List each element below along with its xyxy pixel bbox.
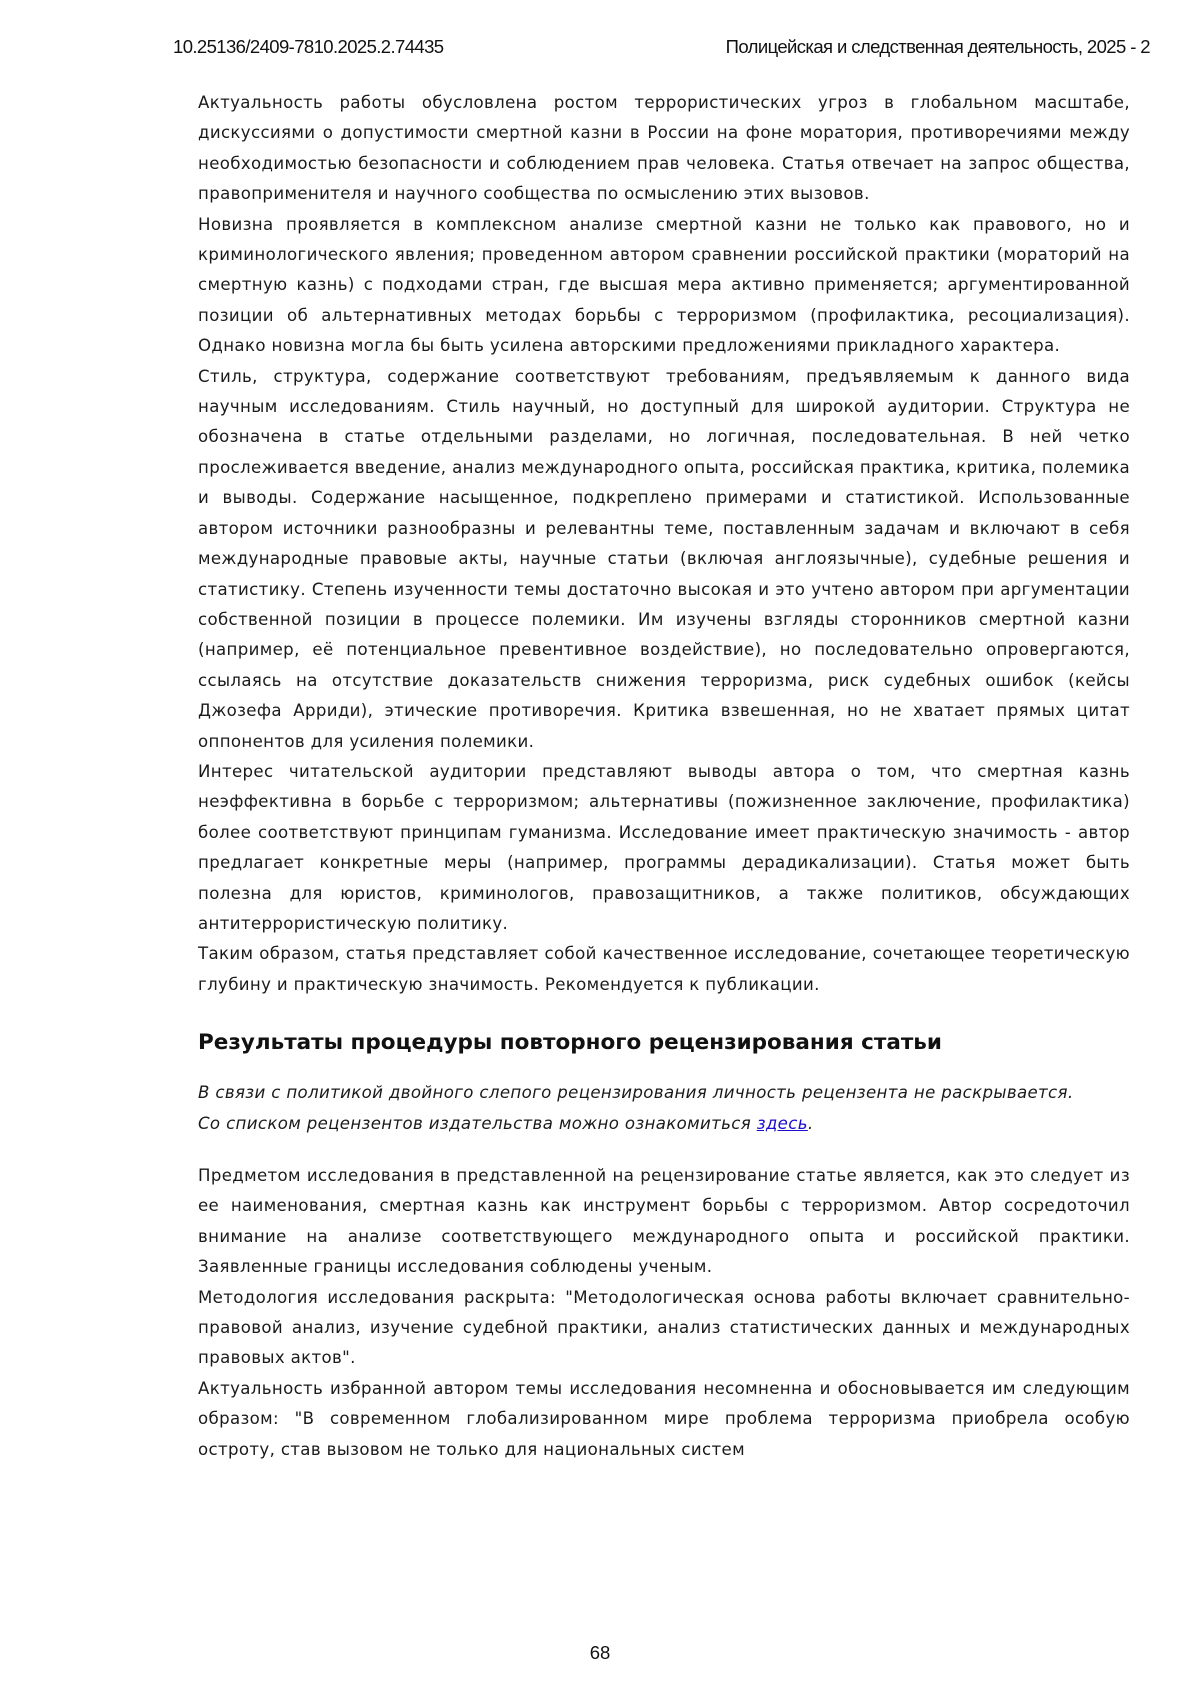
note-line-1: В связи с политикой двойного слепого рецензирования личность рецензента не раскрывается. (198, 1078, 1130, 1108)
blind-review-note (198, 1078, 1130, 1139)
paragraph-methodology: Методология исследования раскрыта: "Методологическая основа работы включает сравнительно-правовой анализ, изучение судебной практики, анализ статистических данных и международных правовых актов". (198, 1283, 1130, 1374)
document-page (0, 0, 1200, 1698)
review-section-2 (198, 1161, 1130, 1465)
paragraph-reader-interest: Интерес читательской аудитории представляют выводы автора о том, что смертная казнь неэффективна в борьбе с терроризмом; альтернативы (пожизненное заключение, профилактика) более соответствуют принципам гуманизма. Исследование имеет практическую значимость - автор предлагает конкретные меры (например, программы дерадикализации). Статья может быть полезна для юристов, криминологов, правозащитников, а также политиков, обсуждающих антитеррористическую политику. (198, 757, 1130, 939)
note-line-2-prefix: Со списком рецензентов издательства можно ознакомиться (198, 1114, 757, 1133)
note-line-2 (198, 1109, 1130, 1139)
journal-header: Полицейская и следственная деятельность, 2025 - 2 (726, 36, 1150, 58)
doi-header: 10.25136/2409-7810.2025.2.74435 (173, 36, 443, 58)
paragraph-conclusion: Таким образом, статья представляет собой качественное исследование, сочетающее теоретическую глубину и практическую значимость. Рекомендуется к публикации. (198, 939, 1130, 1000)
review-section-1 (198, 88, 1130, 1000)
note-line-2-suffix: . (808, 1114, 814, 1133)
reviewers-list-link[interactable]: здесь (757, 1114, 808, 1133)
paragraph-topic-relevance: Актуальность избранной автором темы исследования несомненна и обосновывается им следующим образом: "В современном глобализированном мире проблема терроризма приобрела особую остроту, став вызовом не только для национальных систем (198, 1374, 1130, 1465)
article-body (198, 88, 1130, 1465)
spacer (198, 1139, 1130, 1161)
paragraph-novelty: Новизна проявляется в комплексном анализе смертной казни не только как правового, но и криминологического явления; проведенном автором сравнении российской практики (мораторий на смертную казнь) с подходами стран, где высшая мера активно применяется; аргументированной позиции об альтернативных методах борьбы с терроризмом (профилактика, ресоциализация). Однако новизна могла бы быть усилена авторскими предложениями прикладного характера. (198, 210, 1130, 362)
page-number: 68 (0, 1642, 1200, 1664)
paragraph-relevance: Актуальность работы обусловлена ростом террористических угроз в глобальном масштабе, дискуссиями о допустимости смертной казни в России на фоне моратория, противоречиями между необходимостью безопасности и соблюдением прав человека. Статья отвечает на запрос общества, правоприменителя и научного сообщества по осмыслению этих вызовов. (198, 88, 1130, 210)
paragraph-subject: Предметом исследования в представленной на рецензирование статье является, как это следует из ее наименования, смертная казнь как инструмент борьбы с терроризмом. Автор сосредоточил внимание на анализе соответствующего международного опыта и российской практики. Заявленные границы исследования соблюдены ученым. (198, 1161, 1130, 1283)
paragraph-style-structure: Стиль, структура, содержание соответствуют требованиям, предъявляемым к данного вида научным исследованиям. Стиль научный, но доступный для широкой аудитории. Структура не обозначена в статье отдельными разделами, но логичная, последовательная. В ней четко прослеживается введение, анализ международного опыта, российская практика, критика, полемика и выводы. Содержание насыщенное, подкреплено примерами и статистикой. Использованные автором источники разнообразны и релевантны теме, поставленным задачам и включают в себя международные правовые акты, научные статьи (включая англоязычные), судебные решения и статистику. Степень изученности темы достаточно высокая и это учтено автором при аргументации собственной позиции в процессе полемики. Им изучены взгляды сторонников смертной казни (например, её потенциальное превентивное воздействие), но последовательно опровергаются, ссылаясь на отсутствие доказательств снижения терроризма, риск судебных ошибок (кейсы Джозефа Арриди), этические противоречия. Критика взвешенная, но не хватает прямых цитат оппонентов для усиления полемики. (198, 362, 1130, 757)
section-heading: Результаты процедуры повторного рецензирования статьи (198, 1028, 1130, 1058)
